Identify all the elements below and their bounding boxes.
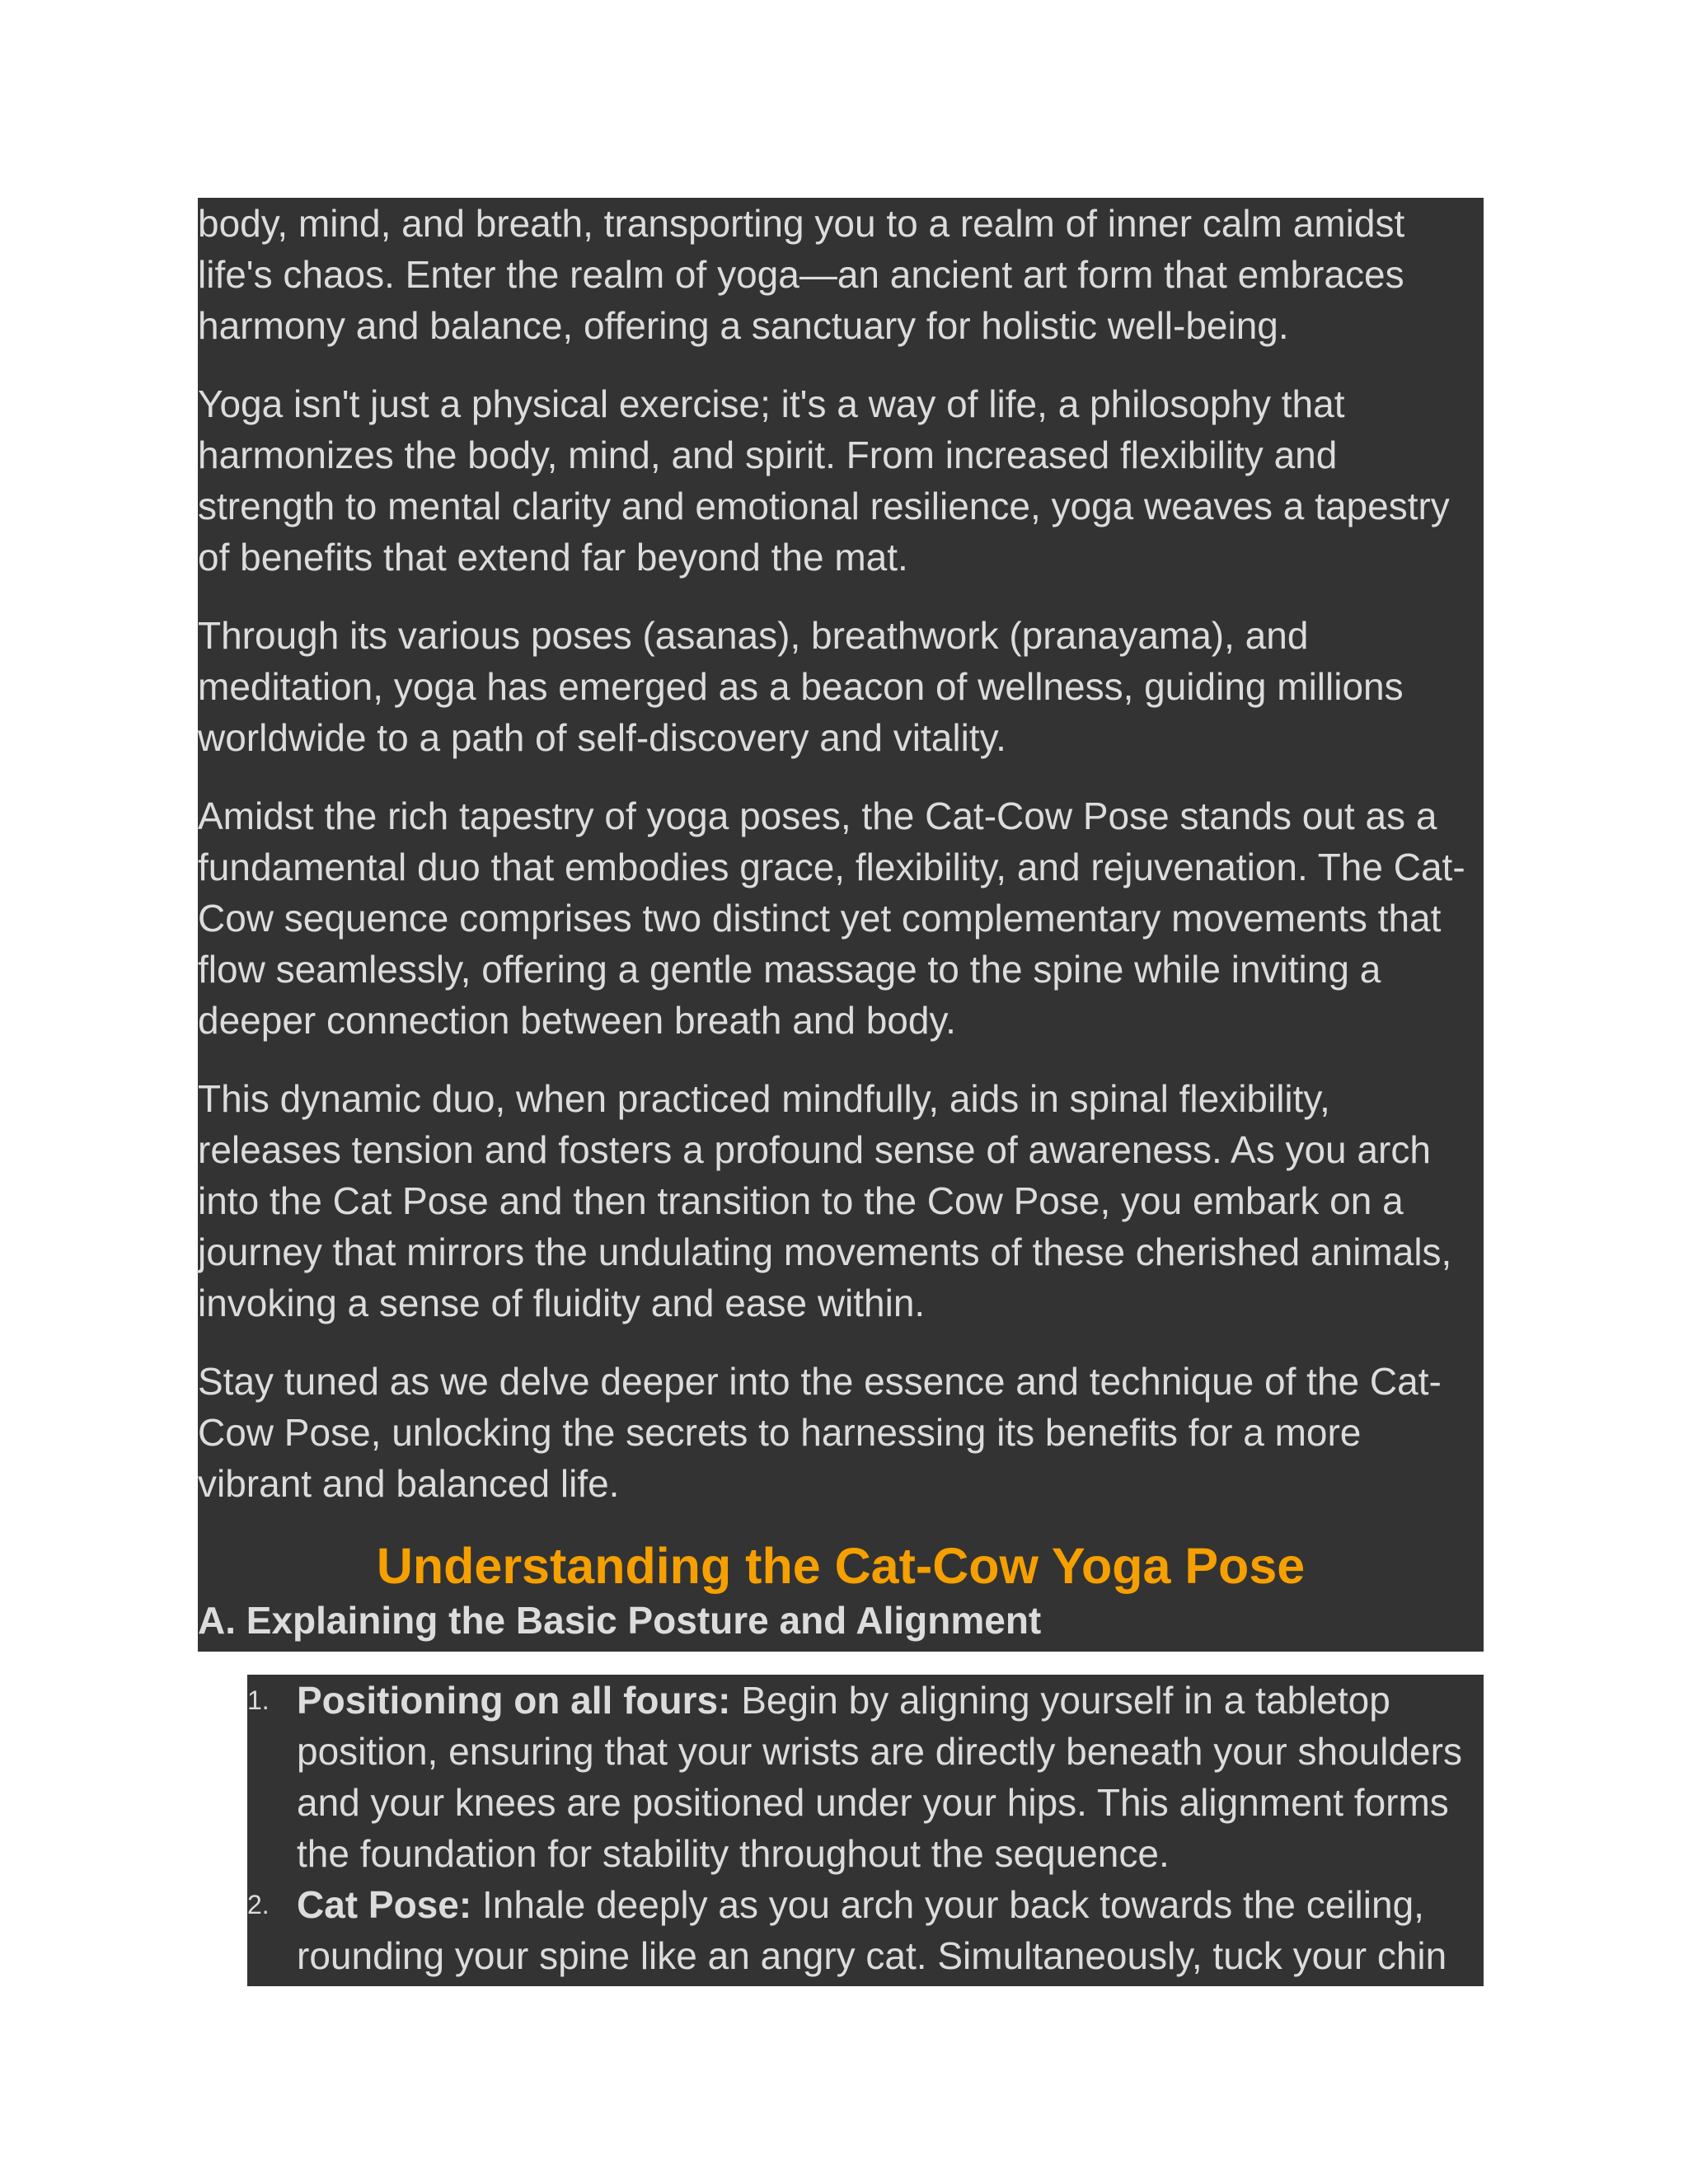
paragraph: Yoga isn't just a physical exercise; it's a way of life, a philosophy that harmonizes the body, mind, and spirit. From increased flexibility and strength to mental clarity and emotional resilience, yoga weaves a tapestry of benefits that extend far beyond the mat. [198, 382, 1450, 579]
paragraph: Through its various poses (asanas), breathwork (pranayama), and meditation, yoga has emerged as a beacon of wellness, guiding millions worldwide to a path of self-discovery and vitality. [198, 614, 1404, 759]
list-item-title: Cat Pose: [297, 1883, 472, 1926]
section-heading: Understanding the Cat-Cow Yoga Pose [376, 1538, 1306, 1594]
list-item-title: Positioning on all fours: [297, 1679, 731, 1722]
list-item-number: 2. [247, 1890, 270, 1919]
list-item-number: 1. [247, 1685, 270, 1715]
paragraph: This dynamic duo, when practiced mindfully, aids in spinal flexibility, releases tension and fosters a profound sense of awareness. As you arch into the Cat Pose and then transition to the Cow Pose, you embark on a journey that mirrors the undulating movements of these cherished animals, invoking a sense of fluidity and ease within. [198, 1077, 1452, 1324]
list-item [247, 1879, 1484, 1981]
section-subheading: A. Explaining the Basic Posture and Alignment [198, 1599, 1042, 1642]
paragraph: Stay tuned as we delve deeper into the essence and technique of the Cat-Cow Pose, unlocking the secrets to harnessing its benefits for a more vibrant and balanced life. [198, 1360, 1442, 1505]
paragraph: Amidst the rich tapestry of yoga poses, the Cat-Cow Pose stands out as a fundamental duo that embodies grace, flexibility, and rejuvenation. The Cat-Cow sequence comprises two distinct yet complementary movements that flow seamlessly, offering a gentle massage to the spine while inviting a deeper connection between breath and body. [198, 794, 1465, 1042]
list-item [247, 1675, 1484, 1879]
list-item-text: Inhale deeply as you arch your back towards the ceiling, rounding your spine like an angry cat. Simultaneously, tuck your chin [297, 1883, 1447, 1977]
article-body [198, 198, 1484, 1652]
paragraph: body, mind, and breath, transporting you to a realm of inner calm amidst life's chaos. Enter the realm of yoga—an ancient art form that embraces harmony and balance, offering a sanctuary for holistic well-being. [198, 202, 1405, 347]
numbered-list [247, 1675, 1484, 1986]
list-item-text: Begin by aligning yourself in a tabletop position, ensuring that your wrists are directly beneath your shoulders and your knees are positioned under your hips. This alignment forms the foundation for stability throughout the sequence. [297, 1679, 1462, 1875]
